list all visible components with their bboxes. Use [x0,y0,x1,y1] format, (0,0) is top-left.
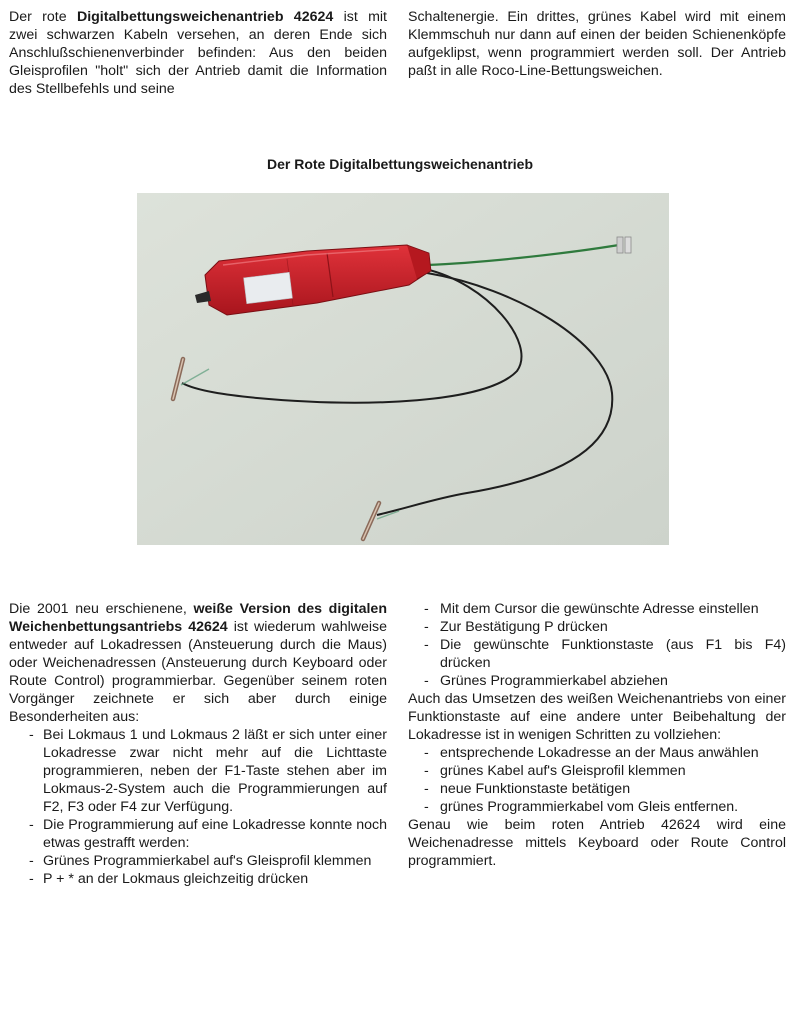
reassign-steps-list [408,744,786,816]
list-item: - neue Funktionstaste betätigen [408,780,786,798]
text-run: Der rote [9,9,77,25]
top-right-column [408,8,786,80]
intro-white-paragraph [9,600,387,726]
text-run: Die 2001 neu erschienene, [9,601,194,617]
top-left-column [9,8,387,98]
list-item: - grünes Kabel auf's Gleisprofil klemmen [408,762,786,780]
drive-label [244,272,293,303]
list-item: - Die gewünschte Funktionstaste (aus F1 bis F4) drücken [408,636,786,672]
list-item: - Grünes Programmierkabel auf's Gleisprofil klemmen [9,852,387,870]
reassign-paragraph: Auch das Umsetzen des weißen Weichenantriebs von einer Funktionstaste auf eine andere unter Beibehaltung der Lokadresse ist in wenigen Schritten zu vollziehen: [408,691,786,743]
features-list [9,726,387,888]
intro-red-paragraph [9,8,387,98]
list-item: - Die Programmierung auf eine Lokadresse konnte noch etwas gestrafft werden: [9,816,387,852]
product-name-bold: Digitalbettungsweichenantrieb 42624 [76,9,334,25]
closing-paragraph: Genau wie beim roten Antrieb 42624 wird eine Weichenadresse mittels Keyboard oder Route Control programmiert. [408,817,786,869]
programming-steps-list [408,600,786,690]
list-item: - Grünes Programmierkabel abziehen [408,672,786,690]
list-item: - Bei Lokmaus 1 und Lokmaus 2 läßt er sich unter einer Lokadresse zwar nicht mehr auf die Lichttaste programmieren, neben der F1-Taste stehen aber im Lokmaus-2-System auch die Programmierungen auf F2, F3 oder F4 zur Verfügung. [9,726,387,816]
bottom-left-column [9,600,387,888]
list-item: - grünes Programmierkabel vom Gleis entfernen. [408,798,786,816]
text-run: ist mit zwei schwarzen Kabeln versehen, an deren Ende sich Anschlußschienenverbinder befinden: Aus den beiden Gleisprofilen "holt" sich der Antrieb damit die Information des Stellbefehls und seine [9,9,387,97]
list-item: - P + * an der Lokmaus gleichzeitig drücken [9,870,387,888]
list-item: - Zur Bestätigung P drücken [408,618,786,636]
list-item: - entsprechende Lokadresse an der Maus anwählen [408,744,786,762]
list-item: - Mit dem Cursor die gewünschte Adresse einstellen [408,600,786,618]
drive-photo [137,193,669,545]
text-run: ist wiederum wahlweise entweder auf Lokadressen (Ansteuerung durch die Maus) oder Weichenadressen (Ansteuerung durch Keyboard oder Route Control) programmierbar. Gegenüber seinem roten Vorgänger zeichnete er sich aber durch einige Besonderheiten aus: [9,619,388,725]
figure-caption: Der Rote Digitalbettungsweichenantrieb [266,156,534,172]
bottom-right-column [408,600,786,870]
continuation-paragraph: Schaltenergie. Ein drittes, grünes Kabel wird mit einem Klemmschuh nur dann auf einen der beiden Schienenköpfe aufgeklipst, wenn programmiert werden soll. Der Antrieb paßt in alle Roco-Line-Bettungsweichen. [408,9,786,79]
product-name-bold: weiße Version des digitalen Weichenbettungsantriebs 42624 [9,601,387,635]
